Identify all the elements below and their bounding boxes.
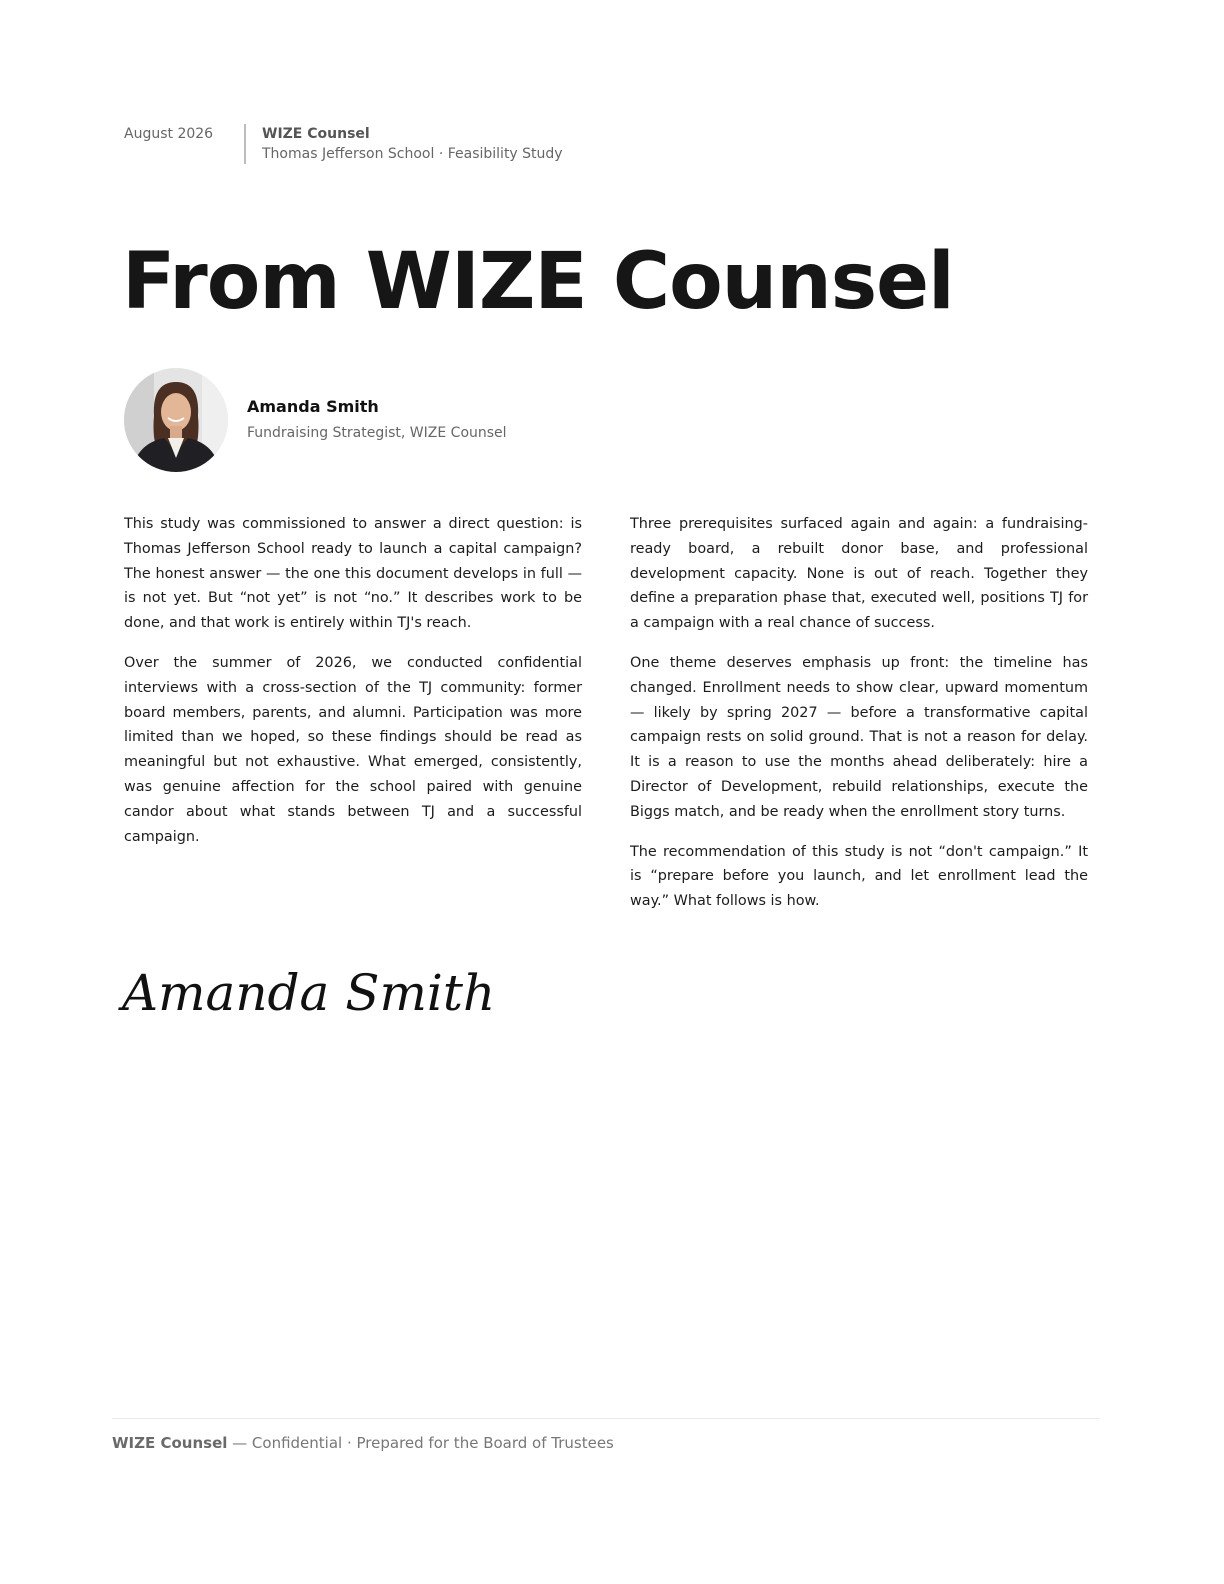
org-name: WIZE Counsel [262, 126, 370, 142]
org-subtitle: Thomas Jefferson School · Feasibility Study [262, 146, 563, 162]
author-role: Fundraising Strategist, WIZE Counsel [247, 425, 507, 441]
body-column-left [124, 512, 582, 864]
footer-divider [112, 1418, 1100, 1419]
paragraph: One theme deserves emphasis up front: the timeline has changed. Enrollment needs to show clear, upward momentum — likely by spring 2027 — before a transformative capital campaign rests on solid ground. That is not a reason for delay. It is a reason to use the months ahead deliberately: hire a Director of Development, rebuild relationships, execute the Biggs match, and be ready when the enrollment story turns. [630, 654, 1088, 820]
paragraph: Three prerequisites surfaced again and again: a fundraising-ready board, a rebuilt donor base, and professional development capacity. None is out of reach. Together they define a preparation phase that, executed well, positions TJ for a campaign with a real chance of success. [630, 516, 1088, 632]
body-column-right [630, 512, 1088, 929]
author-text [247, 395, 507, 445]
author-name: Amanda Smith [247, 397, 379, 416]
report-date: August 2026 [124, 126, 214, 142]
footer-brand: WIZE Counsel [112, 1434, 228, 1452]
handwritten-signature: Amanda Smith [122, 964, 496, 1022]
paragraph: The recommendation of this study is not “don't campaign.” It is “prepare before you launch, and let enrollment lead the way.” What follows is how. [630, 843, 1088, 910]
org-block [244, 124, 563, 164]
author-block [124, 368, 507, 472]
paragraph: Over the summer of 2026, we conducted confidential interviews with a cross-section of the TJ community: former board members, parents, and alumni. Participation was more limited than we hoped, so these findings should be read as meaningful but not exhaustive. What emerged, consistently, was genuine affection for the school paired with genuine candor about what stands between TJ and a successful campaign. [124, 654, 582, 845]
page-title: From WIZE Counsel [122, 237, 954, 327]
avatar [124, 368, 228, 472]
paragraph: This study was commissioned to answer a direct question: is Thomas Jefferson School ready to launch a capital campaign? The honest answer — the one this document develops in full — is not yet. But “not yet” is not “no.” It describes work to be done, and that work is entirely within TJ's reach. [124, 516, 582, 632]
page-footer [112, 1432, 614, 1454]
avatar-photo-icon [124, 368, 228, 472]
footer-note: — Confidential · Prepared for the Board of Trustees [227, 1434, 614, 1452]
page-header [124, 124, 563, 164]
